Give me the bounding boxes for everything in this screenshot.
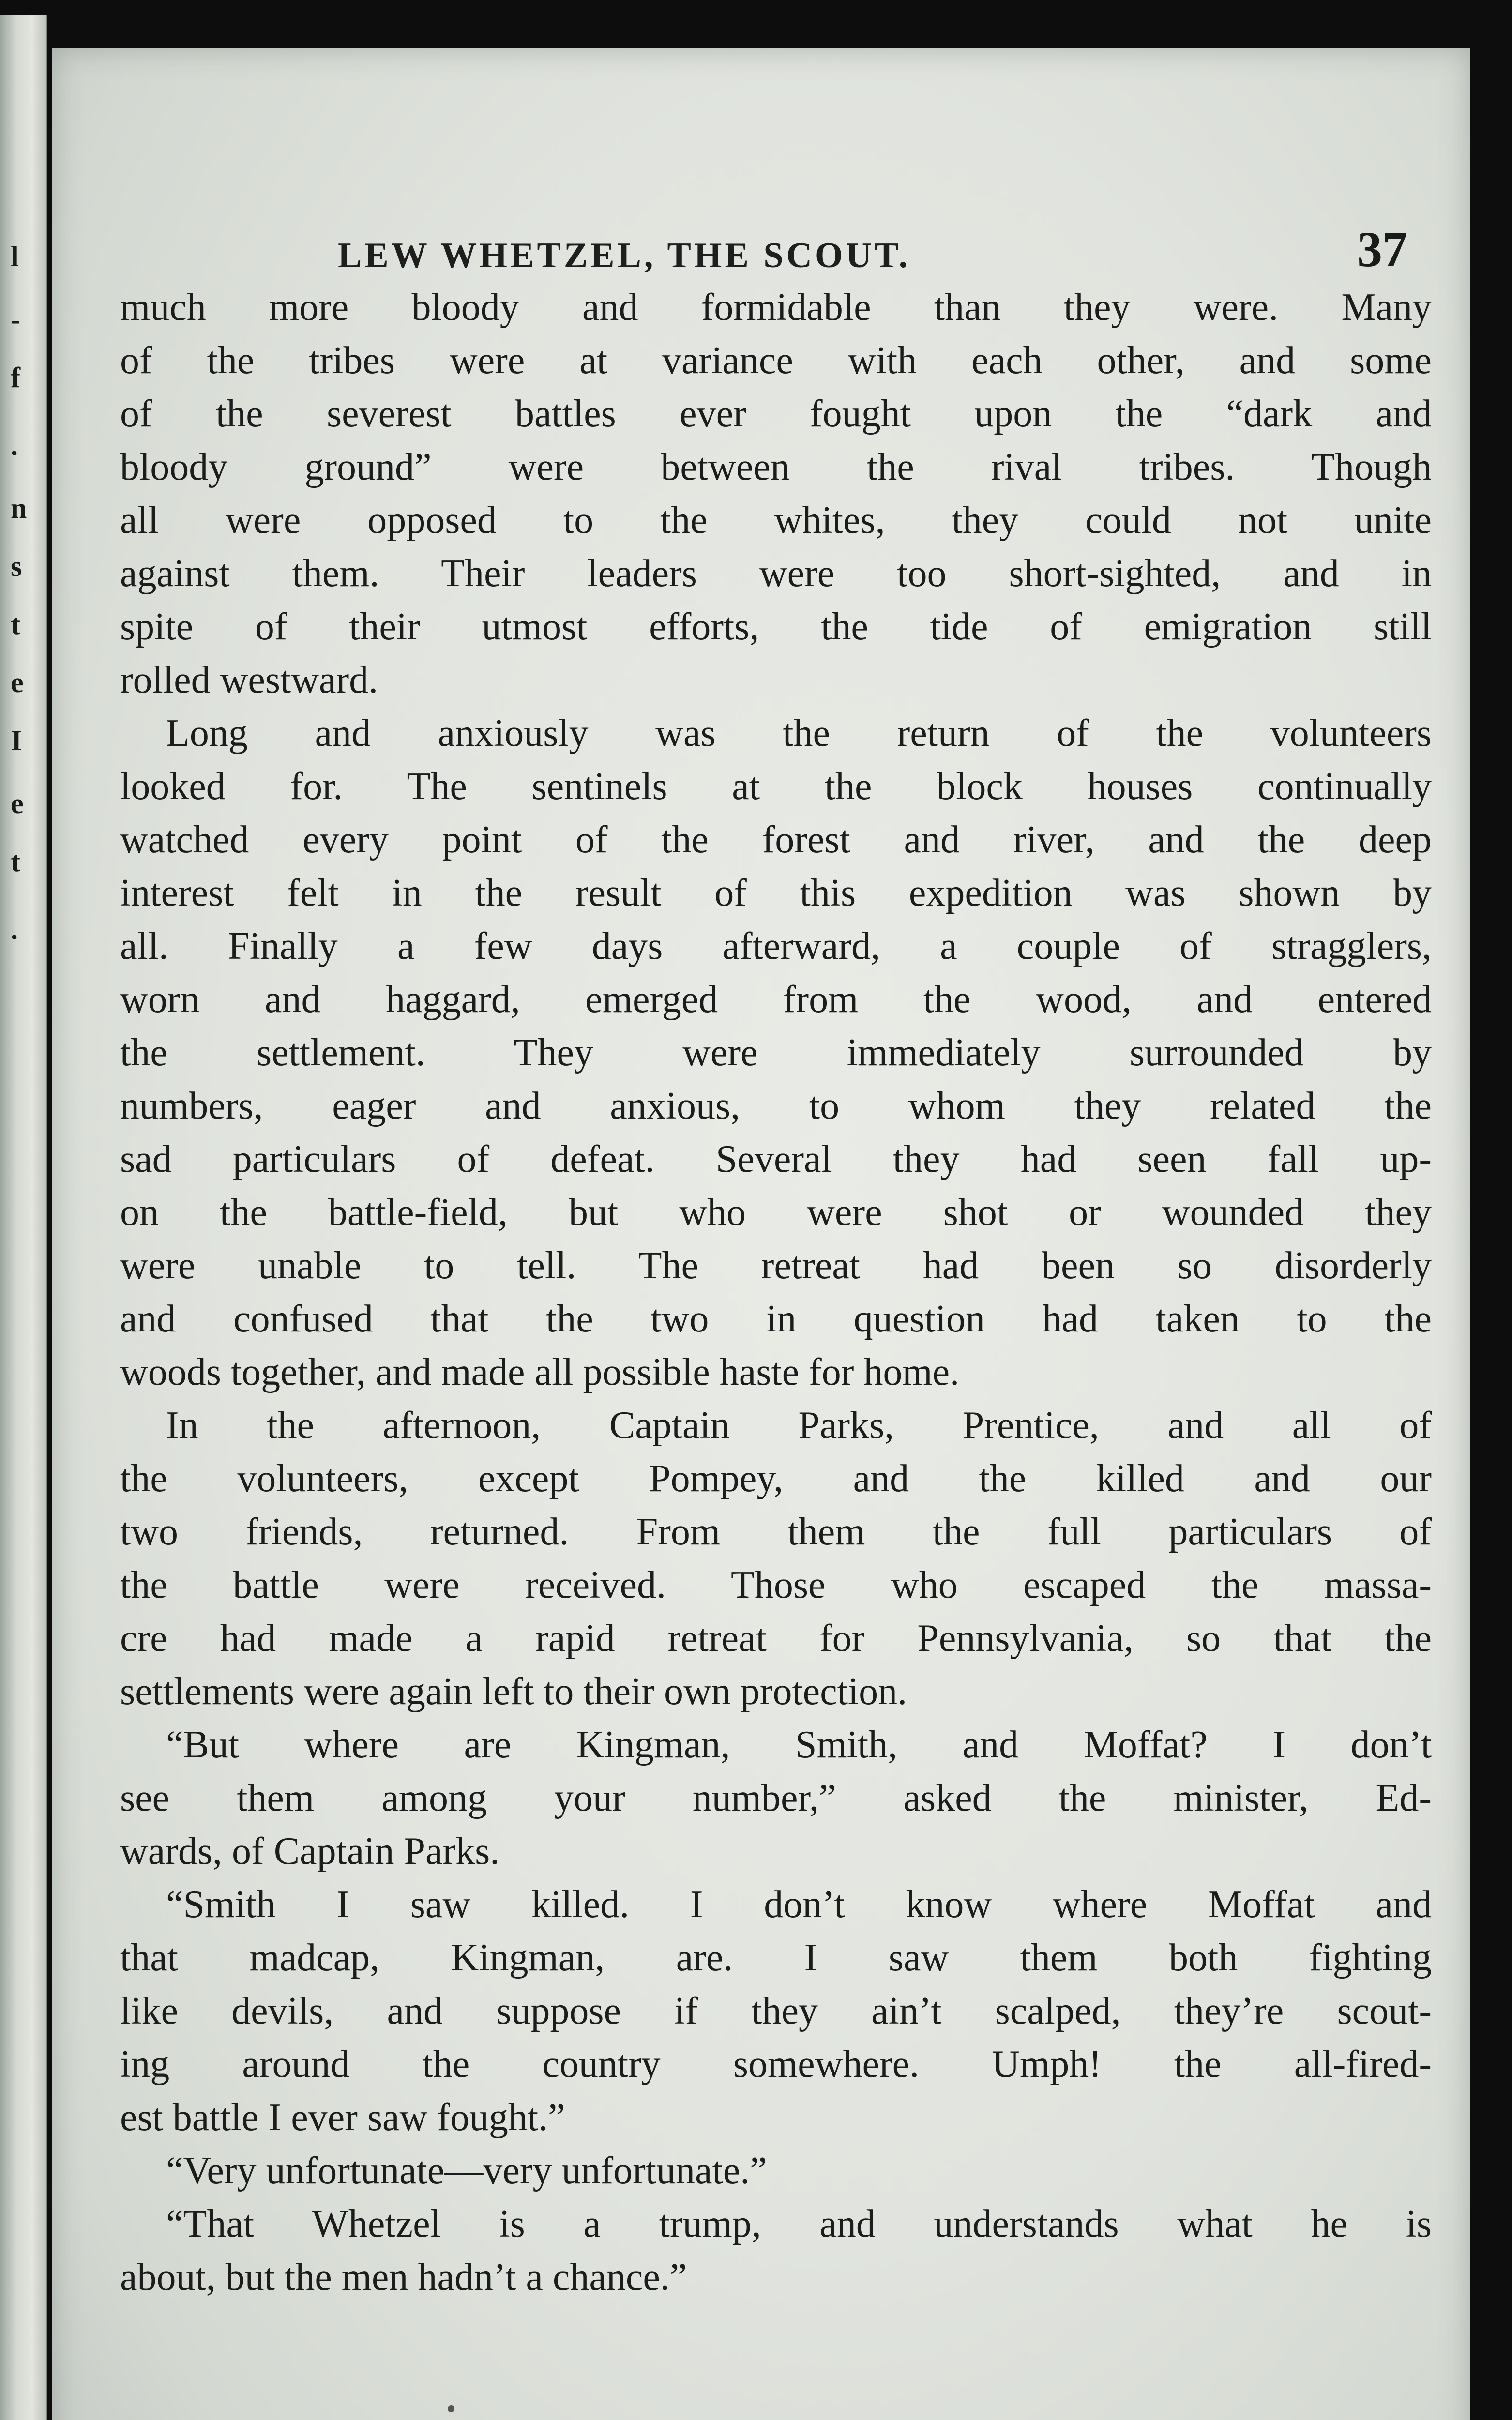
running-head-title: LEW WHETZEL, THE SCOUT. <box>338 236 911 275</box>
text-line: sad particulars of defeat. Several they had seen fall up- <box>120 1138 1432 1180</box>
text-line: watched every point of the forest and river, and the deep <box>120 818 1432 861</box>
text-line: looked for. The sentinels at the block houses continually <box>120 765 1432 808</box>
margin-fragment: . <box>11 429 18 461</box>
text-line: of the tribes were at variance with each other, and some <box>120 339 1432 382</box>
text-line: about, but the men hadn’t a chance.” <box>120 2256 687 2299</box>
margin-fragment: . <box>11 913 18 945</box>
text-line: “But where are Kingman, Smith, and Moffat? I don’t <box>166 1724 1432 1766</box>
text-line: like devils, and suppose if they ain’t scalped, they’re scout- <box>120 1990 1432 2032</box>
body-text <box>120 281 1432 2304</box>
text-line: against them. Their leaders were too short-sighted, and in <box>120 552 1432 595</box>
text-line: cre had made a rapid retreat for Pennsylvania, so that the <box>120 1617 1432 1660</box>
text-line: ing around the country somewhere. Umph! the all-fired- <box>120 2043 1432 2086</box>
text-line: were unable to tell. The retreat had been so disorderly <box>120 1244 1432 1287</box>
running-head <box>338 221 1407 284</box>
book-page <box>52 48 1470 2420</box>
text-line: two friends, returned. From them the full particulars of <box>120 1511 1432 1553</box>
page-number: 37 <box>1357 222 1407 277</box>
text-line: the battle were received. Those who escaped the massa- <box>120 1564 1432 1606</box>
text-line: interest felt in the result of this expedition was shown by <box>120 872 1432 914</box>
text-line: “Smith I saw killed. I don’t know where Moffat and <box>166 1883 1432 1926</box>
text-line: spite of their utmost efforts, the tide of emigration still <box>120 605 1432 648</box>
text-line: the settlement. They were immediately surrounded by <box>120 1031 1432 1074</box>
text-line: of the severest battles ever fought upon the “dark and <box>120 393 1432 435</box>
text-line: wards, of Captain Parks. <box>120 1830 500 1873</box>
margin-fragment: f <box>11 362 20 393</box>
margin-fragment: t <box>11 846 20 877</box>
margin-fragment: l <box>11 241 19 272</box>
text-line: on the battle-field, but who were shot or wounded they <box>120 1191 1432 1234</box>
margin-fragment: e <box>11 666 24 698</box>
margin-fragment: n <box>11 492 27 524</box>
text-line: In the afternoon, Captain Parks, Prentice, and all of <box>166 1404 1432 1447</box>
facing-page-edge <box>0 15 47 2420</box>
text-line: much more bloody and formidable than they were. Many <box>120 286 1432 329</box>
text-line: all. Finally a few days afterward, a couple of stragglers, <box>120 925 1432 968</box>
margin-fragment: s <box>11 550 22 582</box>
text-line: worn and haggard, emerged from the wood, and entered <box>120 978 1432 1021</box>
text-line: woods together, and made all possible haste for home. <box>120 1351 960 1393</box>
margin-fragment: - <box>11 303 20 335</box>
text-line: and confused that the two in question had taken to the <box>120 1298 1432 1340</box>
text-line: “That Whetzel is a trump, and understands what he is <box>166 2203 1432 2245</box>
text-line: see them among your number,” asked the minister, Ed- <box>120 1777 1432 1819</box>
text-line: the volunteers, except Pompey, and the killed and our <box>120 1457 1432 1500</box>
text-line: Long and anxiously was the return of the volunteers <box>166 712 1432 755</box>
ink-speck <box>448 2405 454 2412</box>
text-line: rolled westward. <box>120 659 378 701</box>
text-line: all were opposed to the whites, they could not unite <box>120 499 1432 542</box>
margin-fragment: I <box>11 725 22 756</box>
text-line: bloody ground” were between the rival tribes. Though <box>120 446 1432 488</box>
text-line: that madcap, Kingman, are. I saw them both fighting <box>120 1936 1432 1979</box>
text-line: “Very unfortunate—very unfortunate.” <box>166 2149 767 2192</box>
text-line: est battle I ever saw fought.” <box>120 2096 565 2139</box>
text-line: numbers, eager and anxious, to whom they related the <box>120 1085 1432 1127</box>
margin-fragment: t <box>11 608 20 640</box>
margin-fragment: e <box>11 787 24 819</box>
text-line: settlements were again left to their own protection. <box>120 1670 907 1713</box>
